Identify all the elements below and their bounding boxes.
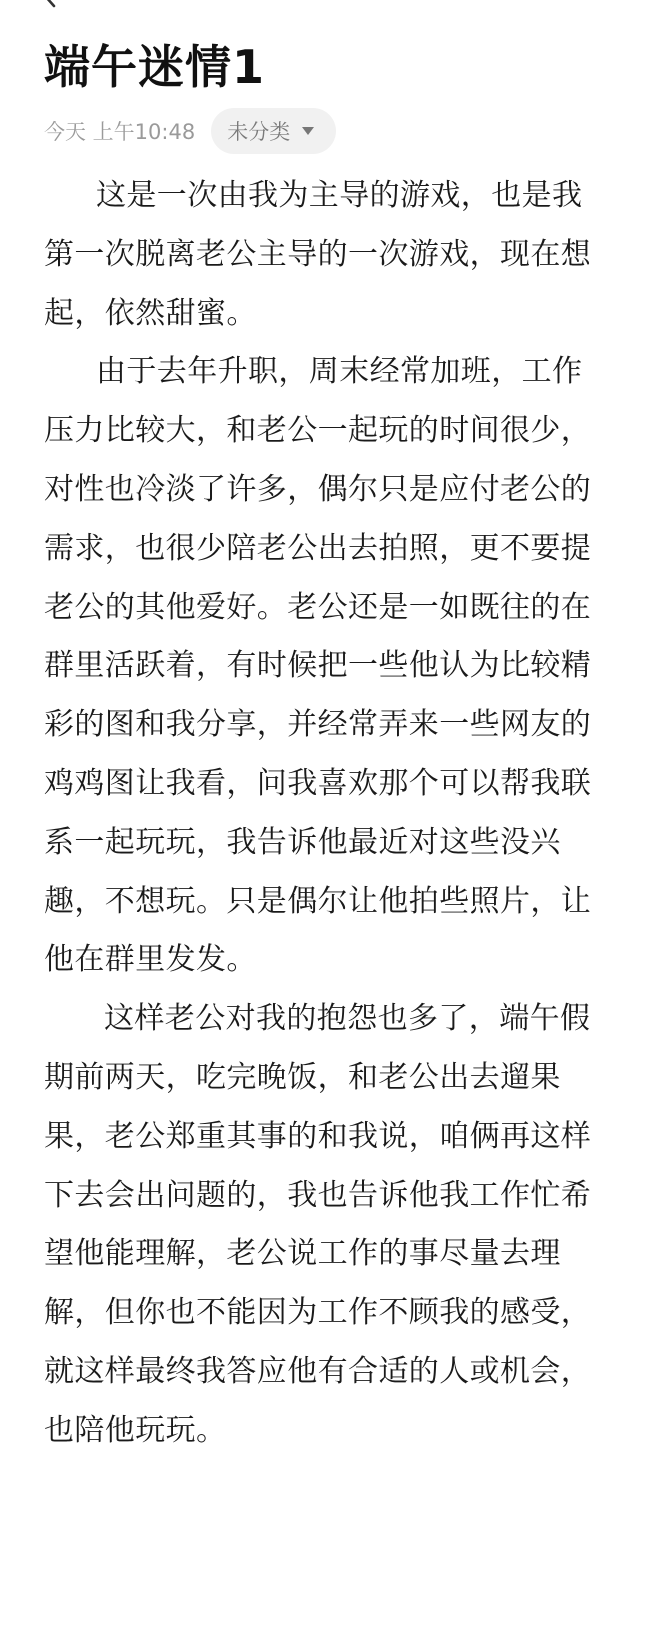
note-paragraph: 由于去年升职，周末经常加班，工作压力比较大，和老公一起玩的时间很少，对性也冷淡了许多，偶尔只是应付老公的需求，也很少陪老公出去拍照，更不要提老公的其他爱好。老公还是一如既往的在群里活跃着，有时候把一些他认为比较精彩的图和我分享，并经常弄来一些网友的鸡鸡图让我看，问我喜欢那个可以帮我联系一起玩玩，我告诉他最近对这些没兴趣，不想玩。只是偶尔让他拍些照片，让他在群里发发。 <box>44 354 592 978</box>
note-timestamp: 今天 上午10:48 <box>44 120 196 144</box>
note-paragraph: 这样老公对我的抱怨也多了，端午假期前两天，吃完晚饭，和老公出去遛果果，老公郑重其事的和我说，咱俩再这样下去会出问题的，我也告诉他我工作忙希望他能理解，老公说工作的事尽量去理解，但你也不能因为工作不顾我的感受，就这样最终我答应他有合适的人或机会，也陪他玩玩。 <box>44 1001 592 1448</box>
category-dropdown[interactable] <box>211 108 336 154</box>
note-paragraph: 这是一次由我为主导的游戏，也是我第一次脱离老公主导的一次游戏，现在想起，依然甜蜜。 <box>44 178 592 331</box>
note-body[interactable] <box>44 167 604 1461</box>
caret-down-icon <box>302 127 314 135</box>
note-meta <box>44 108 336 154</box>
chevron-left-icon[interactable] <box>40 0 62 8</box>
category-label: 未分类 <box>227 120 291 144</box>
note-title: 端午迷情1 <box>44 40 266 94</box>
